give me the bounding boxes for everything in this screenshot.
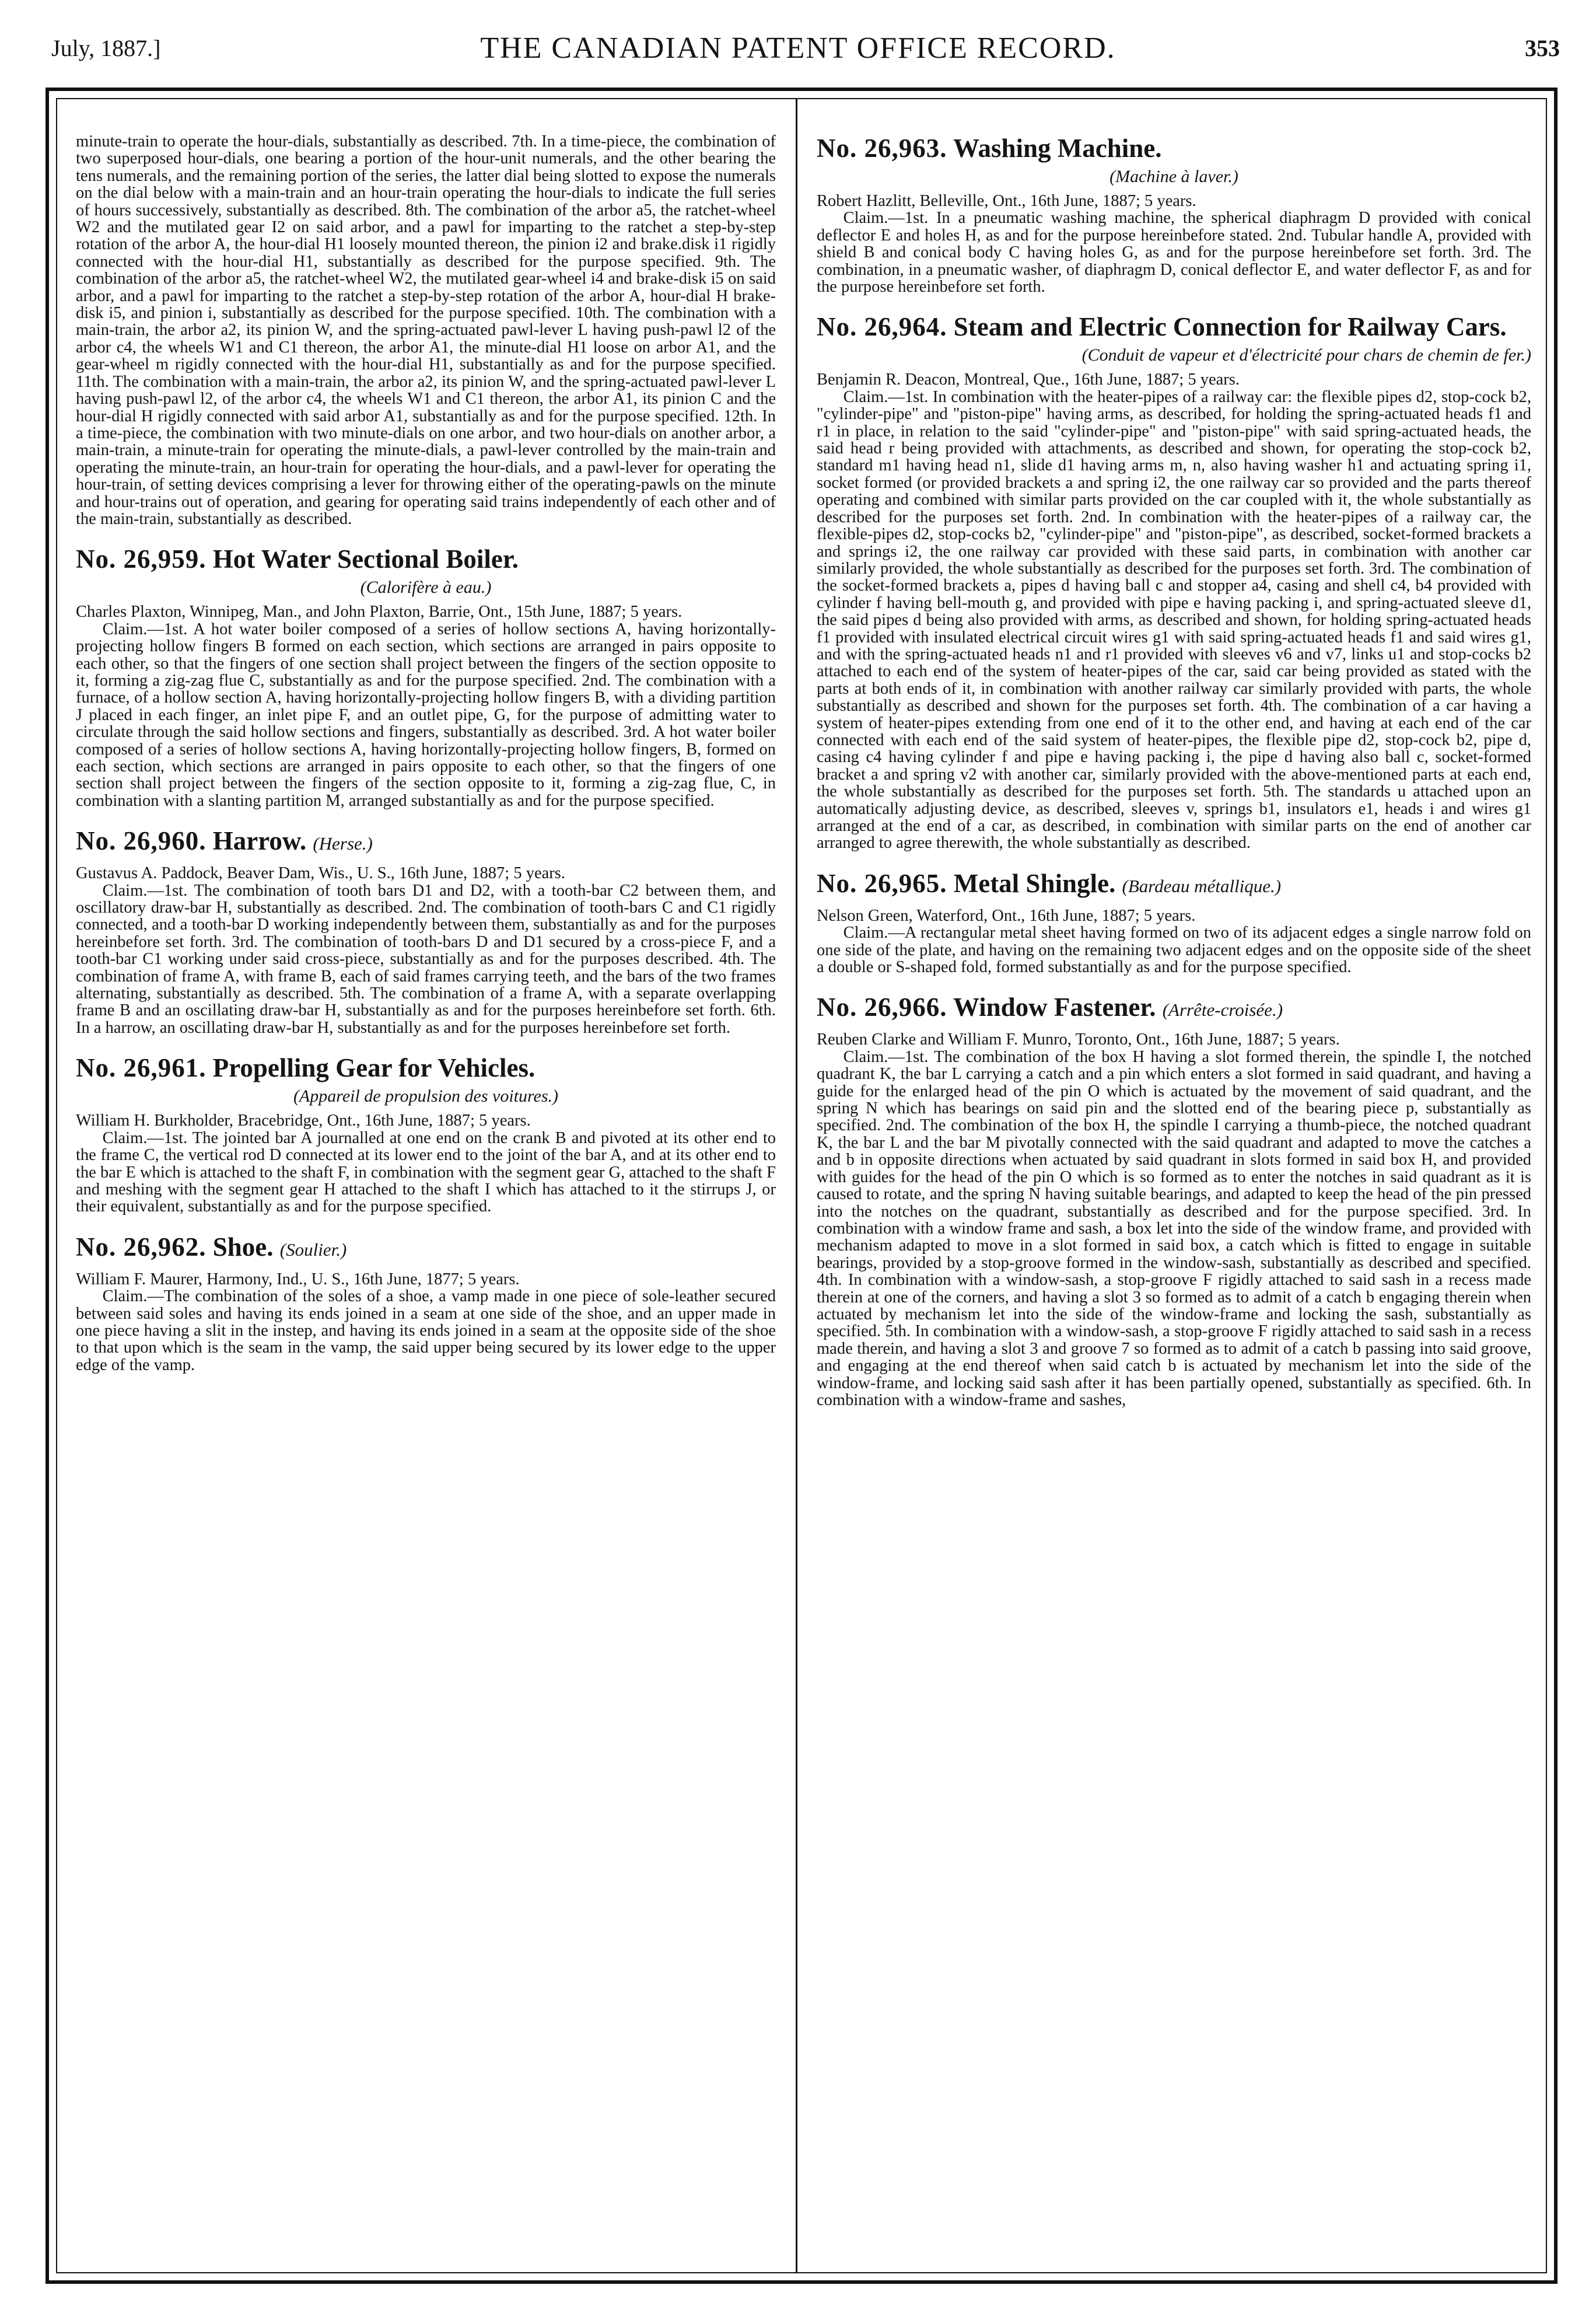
- patent-heading: [817, 312, 1531, 342]
- patent-title: Window Fastener.: [953, 993, 1156, 1022]
- patent-number: No. 26,959.: [76, 544, 206, 574]
- patent-title: Propelling Gear for Vehicles.: [212, 1053, 536, 1083]
- french-title: (Arrête-croisée.): [1162, 1000, 1283, 1021]
- inventor-line: Reuben Clarke and William F. Munro, Toronto, Ont., 16th June, 1887; 5 years.: [817, 1030, 1340, 1049]
- french-title: (Machine à laver.): [1110, 167, 1238, 186]
- inventor-line: Charles Plaxton, Winnipeg, Man., and John Plaxton, Barrie, Ont., 15th June, 1887; 5 years.: [76, 603, 682, 621]
- french-title: (Appareil de propulsion des voitures.): [293, 1086, 559, 1106]
- claim-text: Claim.—1st. The combination of the box H having a slot formed therein, the spindle I, the notched quadrant K, the bar L carrying a catch and a pin which enters a slot formed in said quadrant, and having a guide for the enlarged head of the pin O which is actuated by the movement of said quadrant, and the spring N which has bearings on said pin and the slotted end of the bearing piece p, substantially as specified. 2nd. The combination of the box H, the spindle I carrying a thumb-piece, the notched quadrant K, the bar L and the bar M pivotally connected with the said quadrant and adapted to move the catches a and b in opposite directions when actuated by said quadrant in slots formed in said box H, and provided with guides for the head of the pin O which is so formed as to enter the notches in said quadrant as it is caused to rotate, and the spring N having suitable bearings, and adapted to keep the head of the pin pressed into the notches on the quadrant, substantially as described and for the purpose specified. 3rd. In combination with a window frame and sash, a box let into the side of the window frame, and provided with mechanism adapted to move in a slot formed in said box, a catch which is fitted to engage in suitable bearings, provided by a stop-groove formed in the window-sash, substantially as described and specified. 4th. In combination with a window-sash, a stop-groove F rigidly attached to said sash in a recess made therein at one of the corners, and having a slot 3 so formed as to admit of a catch b engaging therein when actuated by mechanism let into the side of the window-frame and locking the sash, substantially as specified. 5th. In combination with a window-sash, a stop-groove F rigidly attached to said sash in a recess made therein, and having a slot 3 and groove 7 so formed as to admit of a catch b passing into said groove, and engaging at the end thereof when said catch b is actuated by mechanism let into the side of the window-frame, and locking said sash after it has been partially opened, substantially as specified. 6th. In combination with a window-frame and sashes,: [817, 1047, 1531, 1409]
- patent-entry-26960: [76, 826, 776, 1036]
- patent-entry-26961: [76, 1053, 776, 1215]
- patent-number: No. 26,966.: [817, 993, 947, 1022]
- patent-title: Harrow.: [212, 826, 307, 856]
- patent-number: No. 26,964.: [817, 312, 947, 342]
- inventor-line: William F. Maurer, Harmony, Ind., U. S., 16th June, 1877; 5 years.: [76, 1270, 520, 1288]
- claim-text: Claim.—1st. In a pneumatic washing machine, the spherical diaphragm D provided with conical deflector E and holes H, as and for the purpose hereinbefore stated. 2nd. Tubular handle A, provided with shield B and conical body C having holes G, as and for the purpose hereinbefore set forth. 3rd. The combination, in a pneumatic washer, of diaphragm D, conical deflector E, and water deflector F, as and for the purpose hereinbefore set forth.: [817, 209, 1531, 296]
- patent-title: Shoe.: [212, 1232, 274, 1262]
- french-title: (Soulier.): [279, 1239, 347, 1260]
- patent-title: Hot Water Sectional Boiler.: [212, 544, 519, 574]
- patent-heading: [817, 868, 1531, 902]
- patent-heading: [76, 1232, 776, 1265]
- patent-heading: [76, 826, 776, 859]
- inventor-line: William H. Burkholder, Bracebridge, Ont., 16th June, 1887; 5 years.: [76, 1112, 531, 1130]
- patent-number: No. 26,961.: [76, 1053, 206, 1083]
- inventor-line: Benjamin R. Deacon, Montreal, Que., 16th June, 1887; 5 years.: [817, 371, 1240, 389]
- patent-number: No. 26,963.: [817, 134, 947, 163]
- patent-heading: [817, 133, 1531, 163]
- claim-text: Claim.—1st. The combination of tooth bars D1 and D2, with a tooth-bar C2 between them, and oscillatory draw-bar H, substantially as described. 2nd. The combination of tooth-bars C and C1 rigidly connected, and a tooth-bar D working independently between them, substantially as and for the purposes hereinbefore set forth. 3rd. The combination of tooth-bars D and D1 secured by a cross-piece F, and a tooth-bar C1 working under said cross-piece, substantially as and for the purposes described. 4th. The combination of frame A, with frame B, each of said frames carrying teeth, and the bars of the two frames alternating, substantially as described. 5th. The combination of a frame A, with a separate overlapping frame B and an oscillating draw-bar H, substantially as and for the purposes hereinbefore set forth. 6th. In a harrow, an oscillating draw-bar H, substantially as and for the purposes hereinbefore set forth.: [76, 881, 776, 1037]
- patent-entry-26966: [817, 992, 1531, 1409]
- right-column: [817, 133, 1531, 1425]
- patent-heading: [76, 1053, 776, 1083]
- page-number: 353: [1525, 35, 1560, 61]
- inventor-line: Robert Hazlitt, Belleville, Ont., 16th June, 1887; 5 years.: [817, 192, 1196, 210]
- publication-title: THE CANADIAN PATENT OFFICE RECORD.: [480, 32, 1116, 65]
- patent-title: Metal Shingle.: [953, 868, 1116, 898]
- inventor-line: Gustavus A. Paddock, Beaver Dam, Wis., U. S., 16th June, 1887; 5 years.: [76, 864, 565, 883]
- patent-entry-26963: [817, 133, 1531, 295]
- claim-text: Claim.—1st. A hot water boiler composed of a series of hollow sections A, having horizontally-projecting hollow fingers B formed on each section, which sections are arranged in pairs opposite to each other, so that the fingers of one section shall project between the fingers of the section opposite to it, forming a zig-zag flue C, substantially as and for the purpose specified. 2nd. The combination with a furnace, of a hollow section A, having horizontally-projecting hollow fingers B, with a dividing partition J placed in each finger, an inlet pipe F, and an outlet pipe, G, for the purpose of admitting water to circulate through the said hollow sections and fingers, substantially as described. 3rd. A hot water boiler composed of a series of hollow sections A, having horizontally-projecting hollow fingers, B, formed on each section, which sections are arranged in pairs opposite to each other, so that the fingers of one section shall project between the fingers of the section opposite to it, forming a zig-zag flue, C, in combination with a slanting partition M, arranged substantially as and for the purpose specified.: [76, 620, 776, 810]
- patent-title: Steam and Electric Connection for Railway Cars.: [953, 312, 1507, 342]
- issue-date: July, 1887.]: [51, 35, 161, 61]
- left-column: [76, 133, 776, 1390]
- patent-heading: [817, 992, 1531, 1025]
- patent-entry-26962: [76, 1232, 776, 1374]
- french-title: (Calorifère à eau.): [360, 578, 492, 598]
- claim-text: Claim.—The combination of the soles of a shoe, a vamp made in one piece of sole-leather secured between said soles and having its ends joined in a seam at one side of the shoe, and an upper made in one piece having a slit in the instep, and having its ends joined in a seam at the opposite side of the shoe to that upon which is the seam in the vamp, the said upper being secured by its lower edge to the upper edge of the vamp.: [76, 1287, 776, 1374]
- claim-text: Claim.—A rectangular metal sheet having formed on two of its adjacent edges a single narrow fold on one side of the plate, and having on the remaining two adjacent edges and on the opposite side of the sheet a double or S-shaped fold, formed substantially as and for the purpose specified.: [817, 924, 1531, 977]
- patent-heading: [76, 544, 776, 574]
- french-title: (Conduit de vapeur et d'électricité pour chars de chemin de fer.): [1082, 345, 1531, 365]
- claim-text: Claim.—1st. In combination with the heater-pipes of a railway car: the flexible pipes d2, stop-cock b2, "cylinder-pipe" and "piston-pipe" having arms, as described, for holding the spring-actuated heads f1 and r1 in place, in relation to the said "cylinder-pipe" and "piston-pipe" with said spring-actuated heads, the said head r being provided with attachments, as described and shown, for operating the stop-cock b2, standard m1 having head n1, slide d1 having arms m, n, also having washer h1 and actuating spring i1, socket formed (or provided brackets a and spring i2, the one railway car so provided and the parts thereof operating and combined with similar parts provided on the car coupled with it, the whole substantially as described for the purposes set forth. 2nd. In combination with the heater-pipes of a railway car, the flexible-pipes d2, stop-cocks b2, "cylinder-pipe" and "piston-pipe", as described, socket-formed brackets a and springs i2, the one railway car provided with these said parts, in combination with another car similarly provided, the whole substantially as described for the purposes set forth. 3rd. The combination of the socket-formed brackets a, pipes d having ball c and stopper a4, casing and shell c4, b4 provided with cylinder f having bell-mouth g, and provided with pipe e having packing i, and spring-actuated sleeve d1, the said pipes d being also provided with arms, as described and shown, for holding spring-actuated heads f1 provided with insulated electrical circuit wires g1 with said spring-actuated heads f1 and said wires g1, and with the spring-actuated heads n1 and r1 provided with sleeves v6 and v7, links u1 and stop-cocks b2 attached to each end of the system of heater-pipes of the car, said car being provided as stated with the parts at both ends of it, in combination with another railway car similarly provided with parts, the whole substantially as described and shown for the purposes set forth. 4th. The combination of a car having a system of heater-pipes extending from one end of it to the other end, and having at each end of the car connected with each end of the said system of heater-pipes, the flexible pipe d2, stop-cock b2, pipe d, casing c4 having cylinder f and pipe e having packing i, the pipe d having also ball c, socket-formed bracket a and spring v2 with another car, similarly provided with the above-mentioned parts at each end, the whole substantially as described for the purposes set forth. 5th. The standards u attached upon an automatically adjusting device, as described, sleeves v, springs b1, insulators e1, heads i and wires g1 arranged at the end of a car, as described, in combination with similar parts on the end of another car arranged to agree therewith, the whole substantially as described.: [817, 387, 1531, 852]
- claim-text: minute-train to operate the hour-dials, substantially as described. 7th. In a time-piece, the combination of two superposed hour-dials, one bearing a portion of the hour-unit numerals, and the other bearing the tens numerals, and the remaining portion of the series, the latter dial being slotted to expose the numerals on the dial below with a main-train and an hour-train operating the hour-dials to indicate the full series of hours successively, substantially as described. 8th. The combination of the arbor a5, the ratchet-wheel W2 and the mutilated gear I2 on said arbor, and a pawl for imparting to the ratchet a step-by-step rotation of the arbor A, the hour-dial H1 loosely mounted thereon, the pinion i2 and brake.disk i1 rigidly connected with the hour-dial H1, substantially as described for the purpose specified. 9th. The combination of the arbor a5, the ratchet-wheel W2, the mutilated gear-wheel i4 and brake-disk i5 on said arbor, and a pawl for imparting to the ratchet a step-by-step rotation of the arbor A, hour-dial H brake-disk i5, and pinion i, substantially as described for the purpose specified. 10th. The combination with a main-train, the arbor a2, its pinion W, and the spring-actuated pawl-lever L having push-pawl l2 of the arbor c4, the wheels W1 and C1 thereon, the arbor A1, the minute-dial H1 loose on arbor A1, and the gear-wheel m rigidly connected with the hour-dial H1, substantially as and for the purpose specified. 11th. The combination with a main-train, the arbor a2, its pinion W, and the spring-actuated pawl-lever L having push-pawl l2, of the arbor c4, the wheels W1 and C1 thereon, the arbor A1, its pinion C and the hour-dial H rigidly connected with said arbor A1, substantially as and for the purpose specified. 12th. In a time-piece, the combination with two minute-dials on one arbor, and two hour-dials on another arbor, a main-train, a minute-train for operating the minute-dials, a pawl-lever controlled by the main-train and operating the minute-train, an hour-train for operating the hour-dials, and a pawl-lever for operating the hour-train, of setting devices comprising a lever for throwing either of the operating-pawls on the minute and hour-trains out of operation, and gearing for operating said trains independently of each other and of the main-train, substantially as described.: [76, 132, 776, 528]
- patent-number: No. 26,965.: [817, 868, 947, 898]
- french-title: (Bardeau métallique.): [1122, 875, 1282, 896]
- continued-claims: [76, 133, 776, 527]
- patent-entry-26959: [76, 544, 776, 809]
- patent-number: No. 26,960.: [76, 826, 206, 856]
- patent-entry-26964: [817, 312, 1531, 851]
- patent-number: No. 26,962.: [76, 1232, 206, 1262]
- claim-text: Claim.—1st. The jointed bar A journalled at one end on the crank B and pivoted at its other end to the frame C, the vertical rod D connected at its lower end to the joint of the bar A, and at its other end to the bar E which is attached to the shaft F, in combination with the segment gear G, attached to the shaft F and meshing with the segment gear H attached to the shaft I which has attached to it the stirrups J, or their equivalent, substantially as and for the purpose specified.: [76, 1128, 776, 1216]
- column-divider: [796, 99, 797, 2272]
- patent-title: Washing Machine.: [953, 134, 1162, 163]
- inventor-line: Nelson Green, Waterford, Ont., 16th June, 1887; 5 years.: [817, 906, 1196, 925]
- french-title: (Herse.): [313, 833, 373, 854]
- patent-entry-26965: [817, 868, 1531, 976]
